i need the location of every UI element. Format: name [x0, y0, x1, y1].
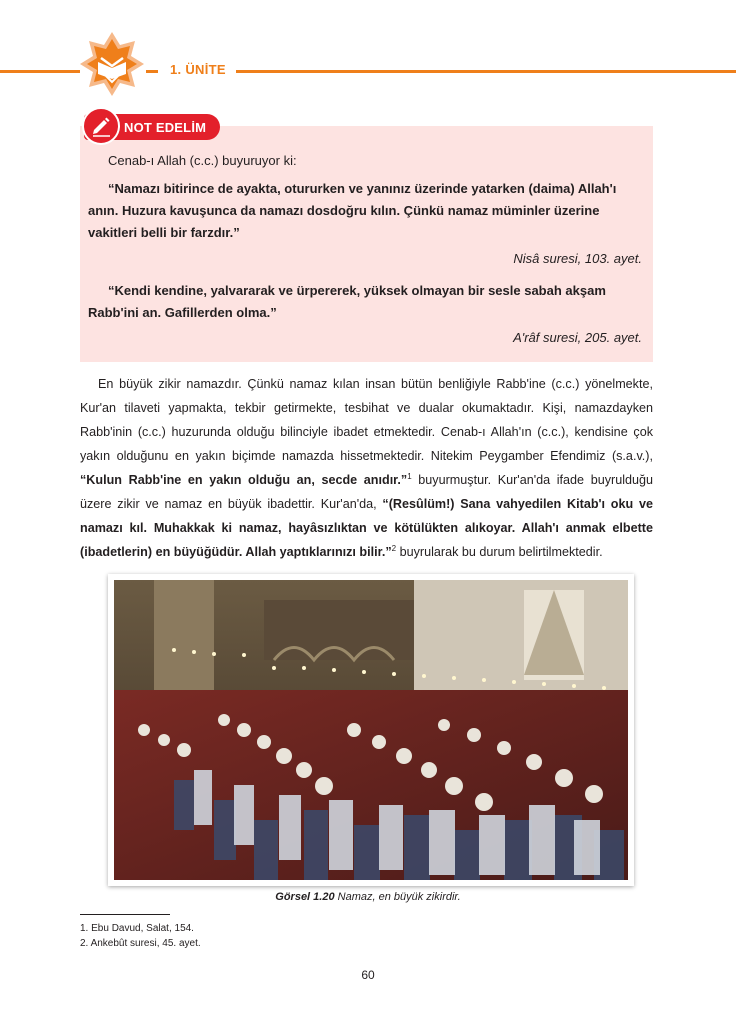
note-badge: [82, 107, 120, 145]
figure-caption: [0, 891, 736, 903]
body-text-3: buyrularak bu durum belirtilmektedir.: [396, 545, 603, 559]
header-rule-dash: [146, 70, 158, 73]
footnote-2: 2. Ankebût suresi, 45. ayet.: [80, 938, 201, 949]
header-rule-right: [236, 70, 736, 73]
unit-label: 1. ÜNİTE: [170, 62, 226, 77]
footnote-1: 1. Ebu Davud, Salat, 154.: [80, 923, 194, 934]
hadith-quote: “Kulun Rabb'ine en yakın olduğu an, secde anıdır.”: [80, 473, 408, 487]
footnote-ref-2[interactable]: 2: [391, 543, 397, 553]
photo-frame: [108, 574, 634, 886]
note-intro: Cenab-ı Allah (c.c.) buyuruyor ki:: [108, 153, 297, 168]
ankebut-quote: “(Resûlüm!) Sana vahyedilen Kitab'ı oku ve namazı kıl. Muhakkak ki namaz, hayâsızlıktan ve kötülükten alıkoyar. Allah'ı anmak elbette (ibadetlerin) en büyüğüdür. Allah yaptıklarınızı bilir.”: [80, 497, 653, 559]
body-text-1: En büyük zikir namazdır. Çünkü namaz kılan insan bütün benliğiyle Rabb'ine (c.c.) yönelmekte, Kur'an tilaveti yapmakta, tekbir getirmekte, tesbihat ve dualar okumaktadır. Kişi, namazdayken Rabb'inin (c.c.) huzurunda olduğu bilinciyle ibadet etmektedir. Cenab-ı Allah'ın (c.c.), kendisine çok yakın olduğunu en yakın biçimde namazda hissetmektedir. Nitekim Peygamber Efendimiz (s.a.v.),: [80, 377, 653, 463]
body-paragraph: [80, 372, 653, 564]
quote-nisa: “Namazı bitirince de ayakta, otururken ve yanınız üzerinde yatarken (daima) Allah'ı anın. Huzura kavuşunca da namazı dosdoğru kılın. Çünkü namaz müminler üzerine vakitleri belli bir farzdır.”: [88, 181, 617, 240]
unit-emblem: [80, 32, 144, 96]
footnote-ref-1[interactable]: 1: [407, 471, 412, 481]
source-araf: A'râf suresi, 205. ayet.: [513, 330, 642, 345]
source-nisa: Nisâ suresi, 103. ayet.: [513, 251, 642, 266]
page-number: 60: [361, 968, 375, 982]
pencil-icon: [90, 115, 112, 137]
header-rule-left: [0, 70, 80, 73]
body-text-2: buyurmuştur. Kur'an'da ifade buyrulduğu üzere zikir ve namaz en büyük ibadettir. Kur'an'da,: [80, 473, 654, 511]
figure-caption-text: Namaz, en büyük zikirdir.: [334, 891, 461, 903]
figure-label: Görsel 1.20: [275, 891, 335, 903]
footnote-rule: [80, 914, 170, 915]
open-book-on-star-icon: [80, 32, 144, 96]
mosque-prayer-photo: [114, 580, 628, 880]
note-tag-label: NOT EDELİM: [124, 120, 207, 135]
quote-araf: “Kendi kendine, yalvararak ve ürpererek, yüksek olmayan bir sesle sabah akşam Rabb'ini an. Gafillerden olma.”: [88, 283, 606, 320]
